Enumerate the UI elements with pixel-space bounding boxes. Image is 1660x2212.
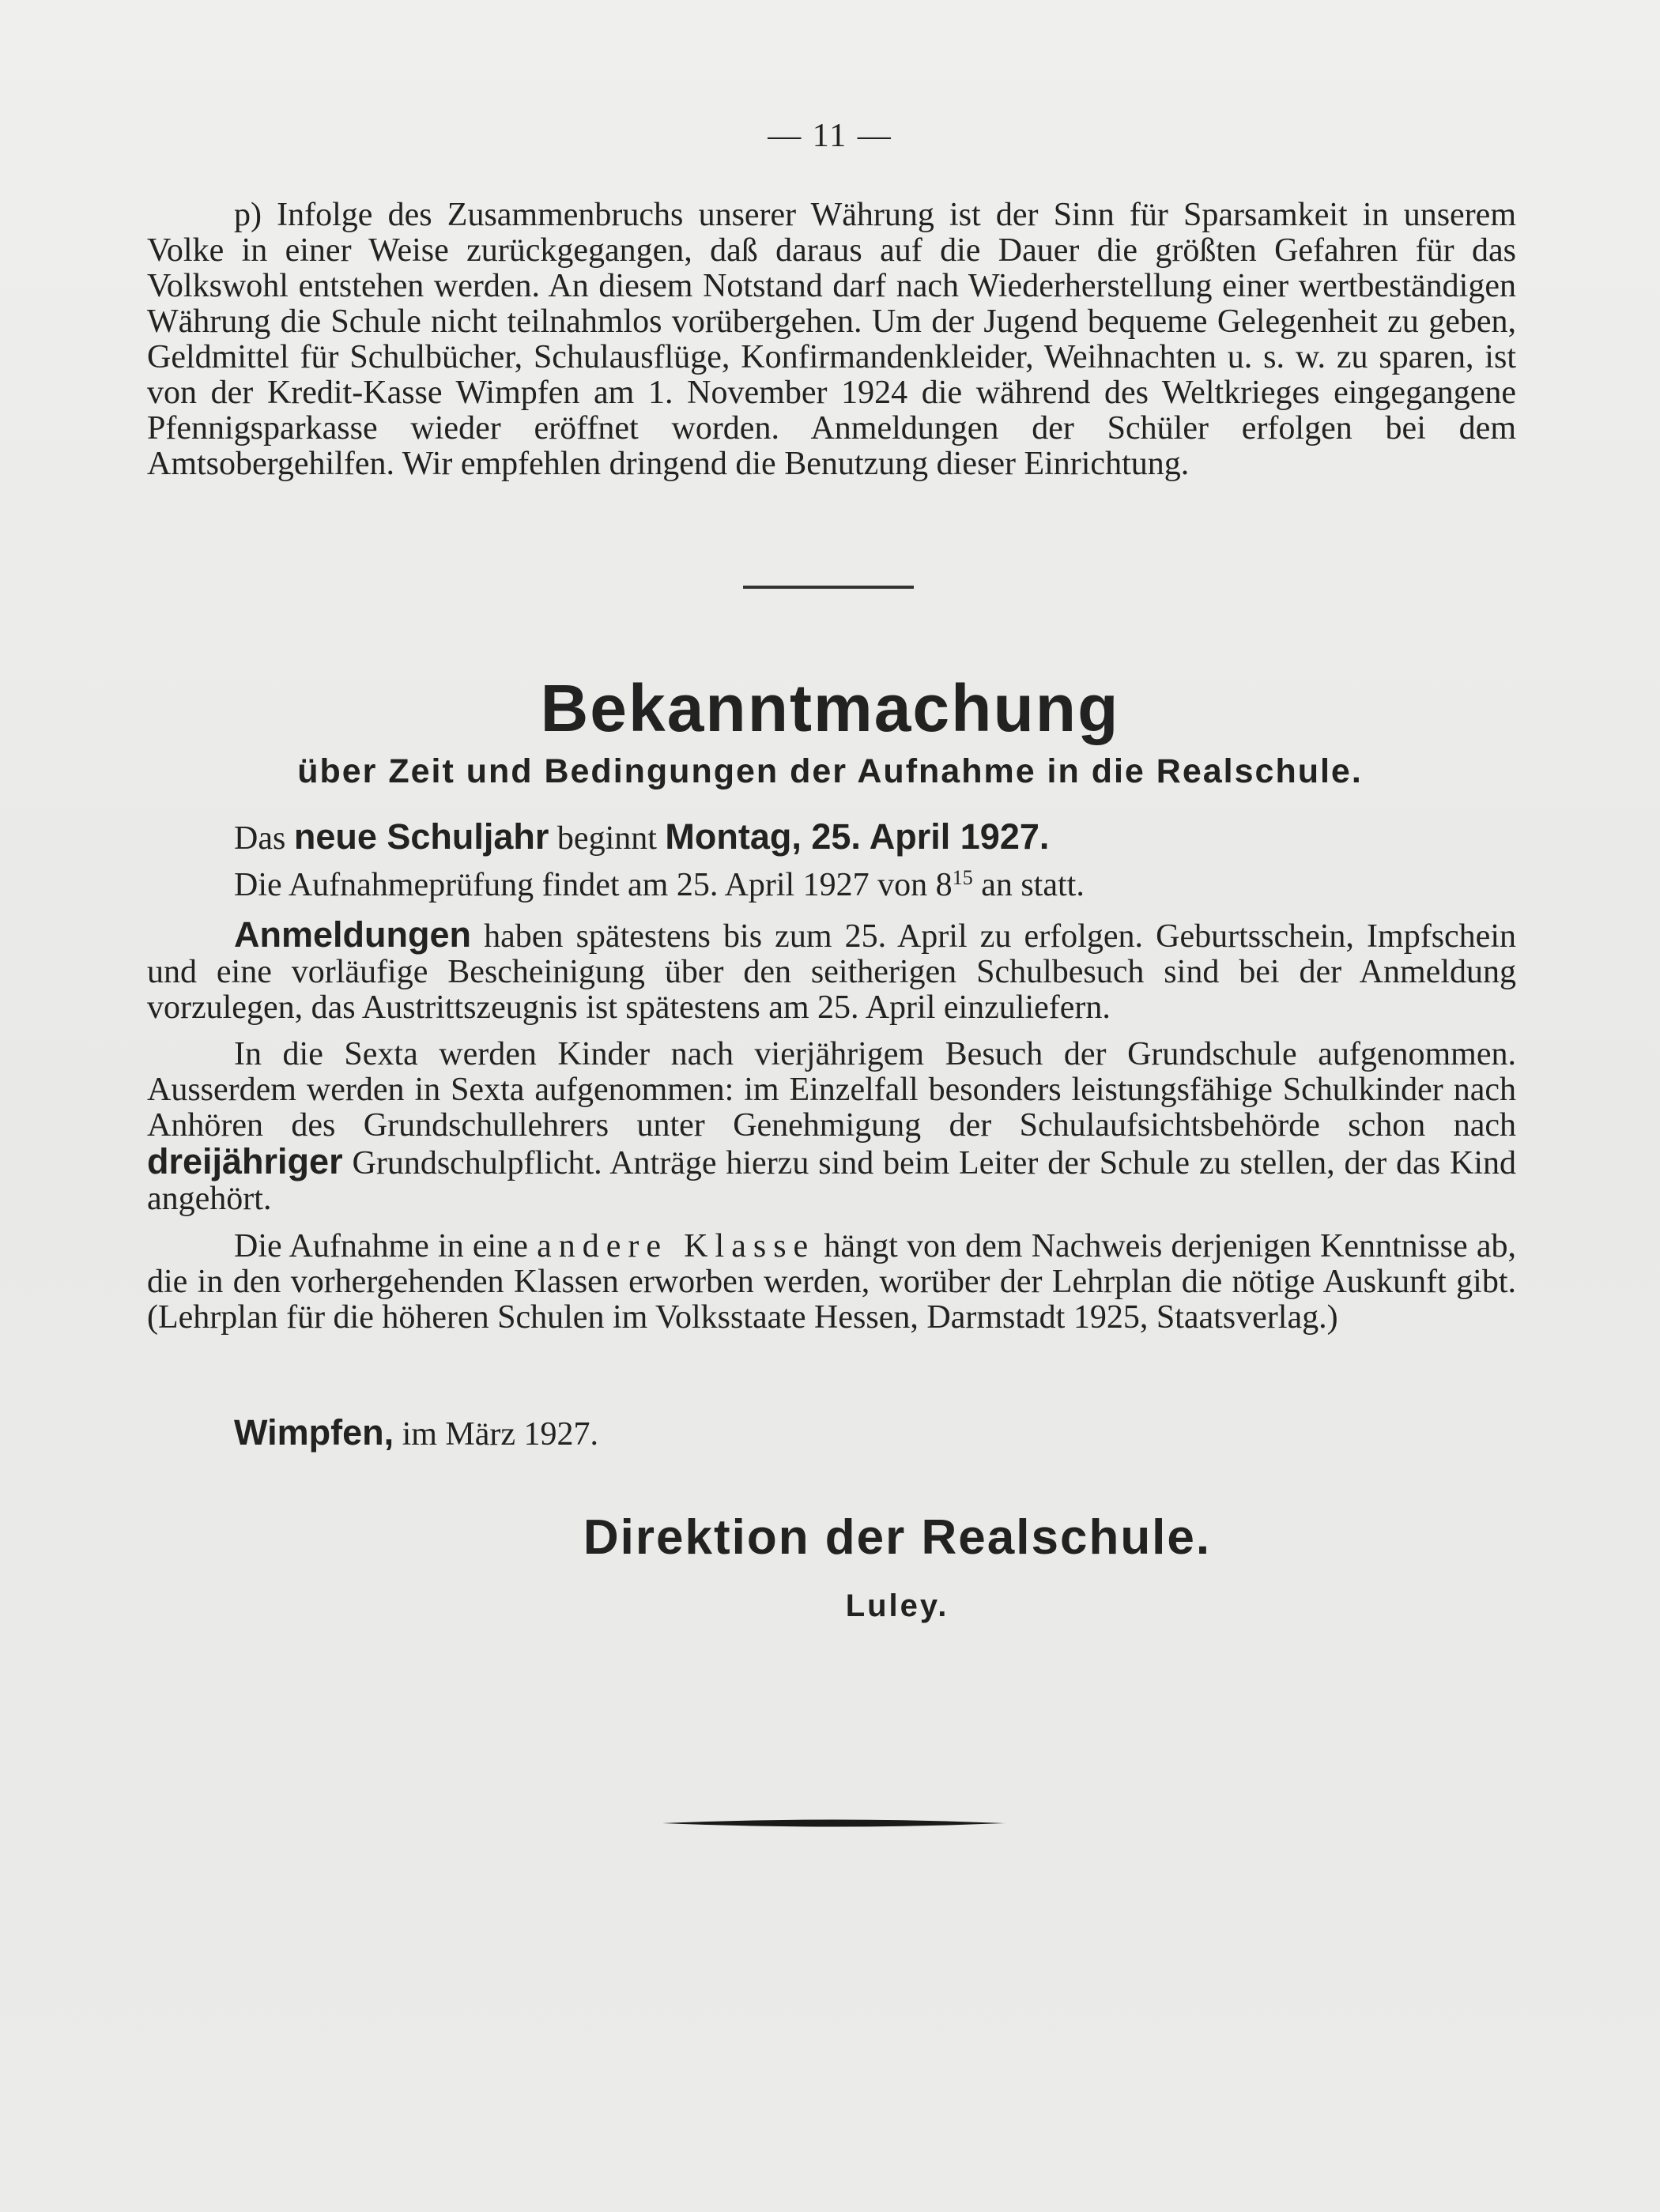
text-run: Grundschulpflicht. Anträge hierzu sind beim Leiter der Schule zu stellen, der das Kind angehört. (147, 1145, 1516, 1217)
other-class-paragraph (147, 1229, 1516, 1336)
section-p-text: p) Infolge des Zusammenbruchs unserer Währung ist der Sinn für Sparsamkeit in unserem Volke in einer Weise zurückgegangen, daß daraus auf die Dauer die größten Gefahren für das Volkswohl entstehen werden. An diesem Notstand darf nach Wiederherstellung einer wertbeständigen Währung die Schule nicht teilnahmlos vorübergehen. Um der Jugend bequeme Gelegenheit zu geben, Geldmittel für Schulbücher, Schulausflüge, Konfirmandenkleider, Weihnachten u. s. w. zu sparen, ist von der Kredit-Kasse Wimpfen am 1. November 1924 die während des Weltkrieges eingegangene Pfennigsparkasse wieder eröffnet worden. Anmeldungen der Schüler erfolgen bei dem Amtsobergehilfen. Wir empfehlen dringend die Benutzung dieser Einrichtung. (147, 197, 1516, 482)
page-number: — 11 — (768, 118, 892, 154)
text-run: beginnt (549, 820, 666, 857)
bold-run: Montag, 25. April 1927. (665, 816, 1050, 857)
page-subtitle: über Zeit und Bedingungen der Aufnahme in die Realschule. (297, 752, 1363, 790)
end-ornament (662, 1818, 1005, 1829)
bold-run: Anmeldungen (234, 914, 471, 955)
superscript: 15 (952, 866, 973, 889)
registration-paragraph (147, 914, 1516, 1026)
spaced-run: andere Klasse (537, 1228, 816, 1264)
bold-run: dreijähriger (147, 1141, 343, 1181)
section-p-paragraph (147, 198, 1516, 482)
bold-run: neue Schuljahr (293, 816, 549, 857)
sexta-paragraph (147, 1037, 1516, 1217)
signoff: Direktion der Realschule. (583, 1510, 1212, 1565)
text-run: hängt von dem Nachweis derjenigen Kenntnisse ab, die in den vorhergehenden Klassen erworben werden, worüber der Lehrplan die nötige Auskunft gibt. (Lehrplan für die höheren Schulen im Volksstaate Hessen, Darmstadt 1925, Staatsverlag.) (147, 1228, 1516, 1336)
school-year-line (147, 816, 1516, 857)
text-run: an statt. (972, 867, 1085, 903)
text-run: haben spätestens bis zum 25. April zu erfolgen. Geburtsschein, Impfschein und eine vorläufige Bescheinigung über den seitherigen Schulbesuch sind bei der Anmeldung vorzulegen, das Austrittszeugnis ist spätestens am 25. April einzuliefern. (147, 918, 1516, 1026)
text-run: Die Aufnahme in eine (234, 1228, 538, 1264)
section-divider (743, 586, 914, 589)
text-run: im März 1927. (394, 1416, 599, 1453)
exam-line (147, 868, 1516, 903)
page-title: Bekanntmachung (540, 671, 1120, 745)
bold-run: Wimpfen, (234, 1412, 394, 1453)
text-run: Das (234, 820, 294, 857)
place-date-line (147, 1412, 1516, 1453)
text-run: In die Sexta werden Kinder nach vierjährigem Besuch der Grundschule aufgenommen. Ausserdem werden in Sexta aufgenommen: im Einzelfall besonders leistungsfähige Schulkinder nach Anhören des Grundschullehrers unter Genehmigung der Schulaufsichtsbehörde schon nach (147, 1036, 1516, 1144)
text-run: Die Aufnahmeprüfung findet am 25. April 1927 von 8 (234, 867, 953, 903)
signature: Luley. (845, 1588, 949, 1623)
